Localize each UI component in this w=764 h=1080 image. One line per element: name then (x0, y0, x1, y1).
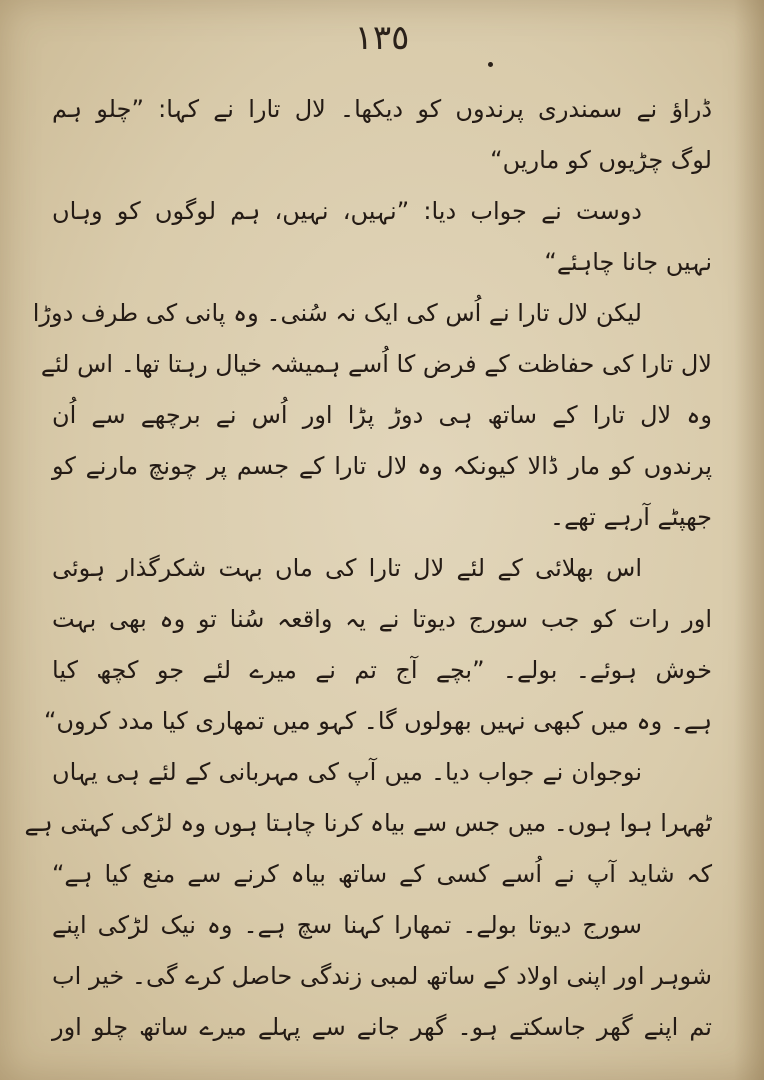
text-line: خوش ہوئے۔ بولے۔ ”بچے آج تم نے میرے لئے جو کچھ کیا (52, 656, 712, 684)
text-line: پرندوں کو مار ڈالا کیونکہ وہ لال تارا کے جسم پر چونچ مارنے کو (52, 452, 712, 480)
text-line: لوگ چڑیوں کو ماریں“ (490, 146, 712, 174)
text-line: ٹھہرا ہوا ہوں۔ میں جس سے بیاہ کرنا چاہتا ہوں وہ لڑکی کہتی ہے (24, 809, 712, 837)
text-line: اور رات کو جب سورج دیوتا نے یہ واقعہ سُنا تو وہ بھی بہت (52, 605, 712, 633)
text-line: لال تارا کی حفاظت کے فرض کا اُسے ہمیشہ خیال رہتا تھا۔ اس لئے (40, 350, 712, 378)
text-line: ہے۔ وہ میں کبھی نہیں بھولوں گا۔ کہو میں تمھاری کیا مدد کروں“ (43, 707, 712, 735)
text-line: تم اپنے گھر جاسکتے ہو۔ گھر جانے سے پہلے میرے ساتھ چلو اور (52, 1013, 712, 1041)
text-line: وہ لال تارا کے ساتھ ہی دوڑ پڑا اور اُس نے برچھے سے اُن (52, 401, 712, 429)
text-line: لیکن لال تارا نے اُس کی ایک نہ سُنی۔ وہ پانی کی طرف دوڑا (32, 299, 642, 327)
text-line: کہ شاید آپ نے اُسے کسی کے ساتھ بیاہ کرنے سے منع کیا ہے“ (52, 860, 712, 888)
text-line: ڈراؤ نے سمندری پرندوں کو دیکھا۔ لال تارا نے کہا: ”چلو ہم (52, 95, 712, 123)
text-line: نہیں جانا چاہئے“ (544, 248, 712, 276)
page-body-text (24, 84, 712, 1053)
text-line: نوجوان نے جواب دیا۔ میں آپ کی مہربانی کے لئے ہی یہاں (52, 758, 642, 786)
text-line: سورج دیوتا بولے۔ تمھارا کہنا سچ ہے۔ وہ نیک لڑکی اپنے (52, 911, 642, 939)
text-line: جھپٹے آرہے تھے۔ (550, 503, 712, 531)
page-number: ١٣٥ (354, 18, 410, 58)
text-line: اس بھلائی کے لئے لال تارا کی ماں بہت شکرگذار ہوئی (52, 554, 642, 582)
ink-dot (488, 62, 493, 67)
text-line: شوہر اور اپنی اولاد کے ساتھ لمبی زندگی حاصل کرے گی۔ خیر اب (52, 962, 712, 990)
page-edge-shadow (734, 0, 764, 1080)
text-line: دوست نے جواب دیا: ”نہیں، نہیں، ہم لوگوں کو وہاں (52, 197, 642, 225)
